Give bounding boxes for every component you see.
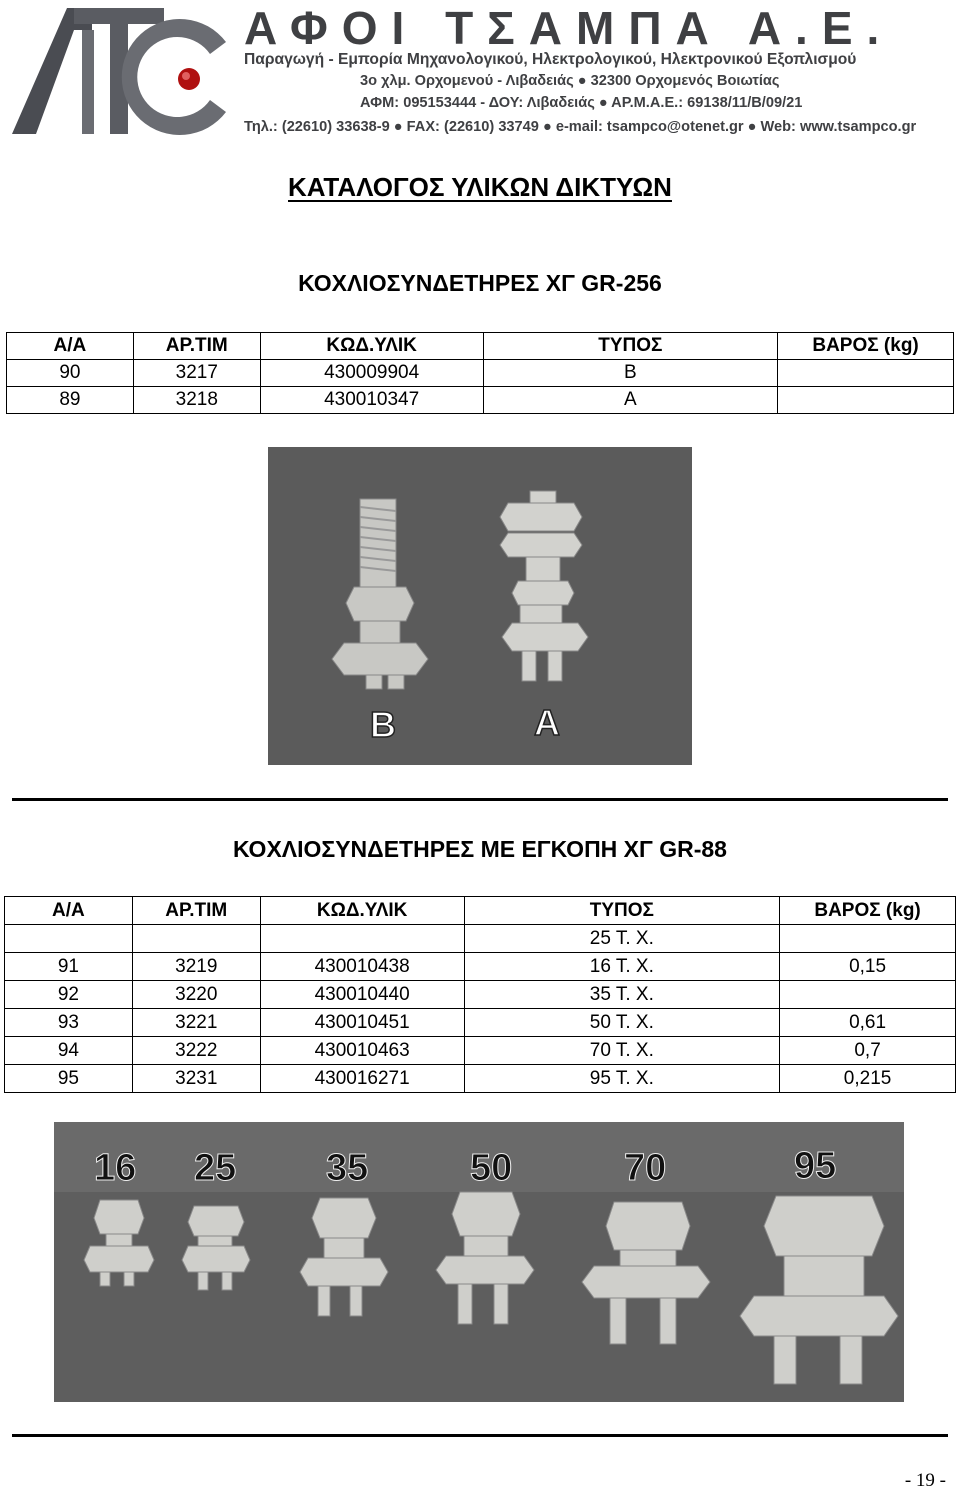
cell: 95 [5,1065,133,1093]
section-divider [12,798,948,801]
cell: 3231 [132,1065,260,1093]
cell: 89 [7,387,134,414]
photo-label-70: 70 [624,1147,667,1189]
cell: 95 Τ. Χ. [464,1065,780,1093]
cell: A [483,387,778,414]
header-ar-tim: ΑΡ.ΤΙΜ [133,333,260,360]
header-varos: ΒΑΡΟΣ (kg) [778,333,954,360]
cell: 430010438 [260,953,464,981]
photo-label-b: B [370,704,396,745]
table-row [5,981,956,1009]
cell: 3221 [132,1009,260,1037]
cell: 50 Τ. Χ. [464,1009,780,1037]
cell: 430010463 [260,1037,464,1065]
cell: 430010347 [260,387,483,414]
cell: 430016271 [260,1065,464,1093]
cell: 430010440 [260,981,464,1009]
header-kod-ylik: ΚΩΔ.ΥΛΙΚ [260,897,464,925]
cell: B [483,360,778,387]
cell [132,925,260,953]
table-row [7,387,954,414]
cell: 0,61 [780,1009,956,1037]
cell: 92 [5,981,133,1009]
cell [5,925,133,953]
company-contact: Τηλ.: (22610) 33638-9 ● FAX: (22610) 33749 ● e-mail: tsampco@otenet.gr ● Web: www.tsampco.gr [244,119,917,135]
header-ar-tim: ΑΡ.ΤΙΜ [132,897,260,925]
cell: 70 Τ. Χ. [464,1037,780,1065]
cell [260,925,464,953]
section1-title: ΚΟΧΛΙΟΣΥΝΔΕΤΗΡΕΣ ΧΓ GR-256 [298,270,662,296]
cell: 0,15 [780,953,956,981]
table-row [5,1065,956,1093]
cell: 0,215 [780,1065,956,1093]
header-typos: ΤΥΠΟΣ [464,897,780,925]
cell: 16 Τ. Χ. [464,953,780,981]
table-header-row [5,897,956,925]
company-address: 3ο χλμ. Ορχομενού - Λιβαδειάς ● 32300 Ορχομενός Βοιωτίας [360,73,780,89]
section1-table [6,332,954,414]
cell: 90 [7,360,134,387]
cell: 35 Τ. Χ. [464,981,780,1009]
table-row [5,1009,956,1037]
product-photo-gr256 [268,447,692,765]
cell: 25 Τ. Χ. [464,925,780,953]
cell: 3218 [133,387,260,414]
cell: 3222 [132,1037,260,1065]
table-row [5,925,956,953]
table-row [5,953,956,981]
cell: 93 [5,1009,133,1037]
cell: 430010451 [260,1009,464,1037]
cell: 3219 [132,953,260,981]
header-aa: Α/Α [7,333,134,360]
cell: 3220 [132,981,260,1009]
photo-label-a: A [534,702,560,743]
header-varos: ΒΑΡΟΣ (kg) [780,897,956,925]
photo-label-50: 50 [470,1147,513,1189]
photo-label-35: 35 [326,1147,369,1189]
cell: 3217 [133,360,260,387]
company-activity: Παραγωγή - Εμπορία Μηχανολογικού, Ηλεκτρολογικού, Ηλεκτρονικού Εξοπλισμού [244,51,857,68]
company-name: ΑΦΟΙ ΤΣΑΜΠΑ Α.Ε. [244,2,894,54]
section2-title: ΚΟΧΛΙΟΣΥΝΔΕΤΗΡΕΣ ΜΕ ΕΓΚΟΠΗ ΧΓ GR-88 [233,836,727,862]
table-row [7,360,954,387]
cell: 430009904 [260,360,483,387]
header-kod-ylik: ΚΩΔ.ΥΛΙΚ [260,333,483,360]
photo-label-16: 16 [94,1147,137,1189]
photo-label-25: 25 [194,1147,237,1189]
section2-table [4,896,956,1093]
catalog-title [0,172,960,203]
cell: 91 [5,953,133,981]
catalog-title-text: ΚΑΤΑΛΟΓΟΣ ΥΛΙΚΩΝ ΔΙΚΤΥΩΝ [288,172,672,202]
cell [780,981,956,1009]
table-row [5,1037,956,1065]
footer-divider [12,1434,948,1437]
cell [780,925,956,953]
header-typos: ΤΥΠΟΣ [483,333,778,360]
page-number: - 19 - [904,1470,946,1491]
cell: 94 [5,1037,133,1065]
company-logo [12,6,234,136]
header-aa: Α/Α [5,897,133,925]
cell [778,360,954,387]
company-tax-info: ΑΦΜ: 095153444 - ΔΟΥ: Λιβαδειάς ● ΑΡ.Μ.Α.Ε.: 69138/11/Β/09/21 [360,95,803,111]
photo-label-95: 95 [794,1145,837,1187]
table-header-row [7,333,954,360]
product-photo-gr88 [54,1122,904,1402]
cell: 0,7 [780,1037,956,1065]
cell [778,387,954,414]
